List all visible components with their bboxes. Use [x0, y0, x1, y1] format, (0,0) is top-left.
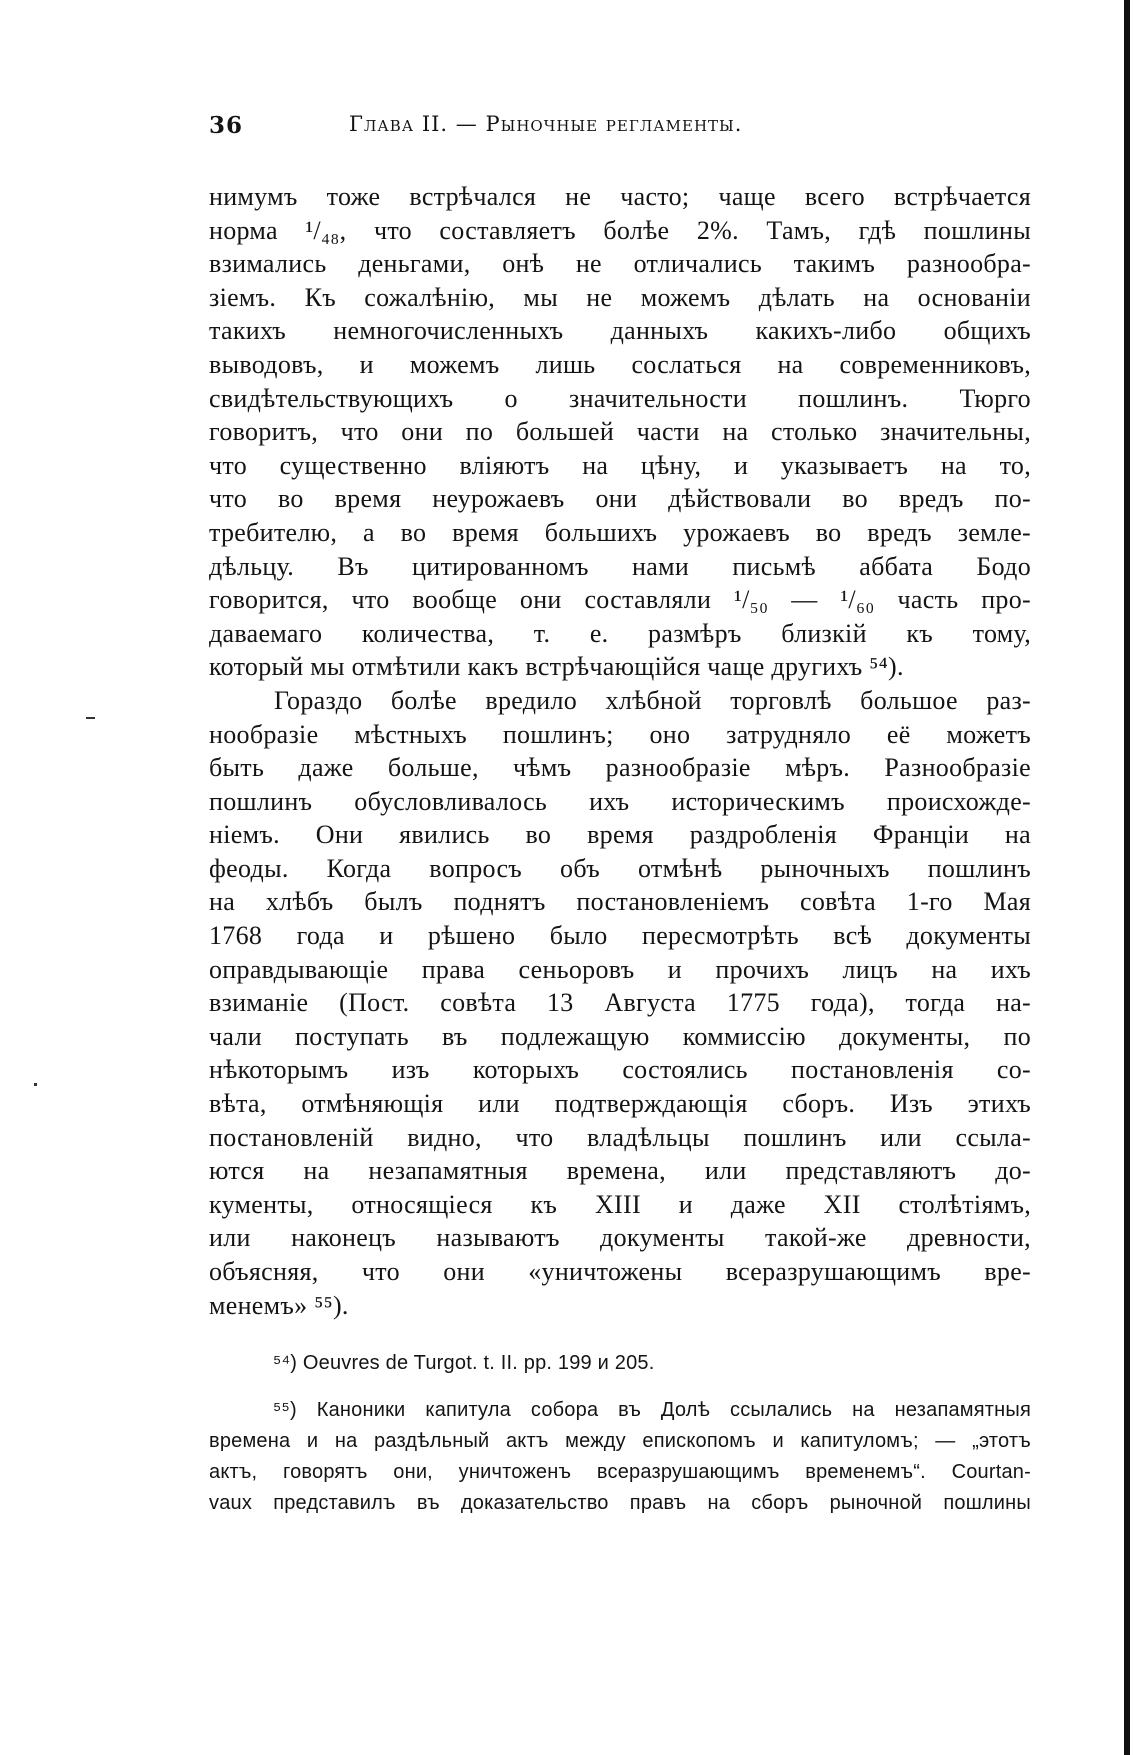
text-line: который мы отмѣтили какъ встрѣчающійся чаще другихъ ⁵⁴). — [209, 652, 904, 682]
text-line: норма ¹/₄₈, что составляетъ болѣе 2%. Тамъ, гдѣ пошлины — [209, 215, 1031, 245]
margin-speck — [34, 1083, 37, 1086]
main-text — [209, 180, 1031, 1322]
footnote-line: времена и на раздѣльный актъ между епископомъ и капитуломъ; — „этотъ — [209, 1430, 1031, 1453]
text-line: дѣльцу. Въ цитированномъ нами письмѣ аббата Бодо — [209, 551, 1031, 581]
text-line: взиманіе (Пост. совѣта 13 Августа 1775 года), тогда на- — [209, 988, 1031, 1018]
text-line: вѣта, отмѣняющія или подтверждающія сборъ. Изъ этихъ — [209, 1089, 1031, 1119]
text-line: свидѣтельствующихъ о значительности пошлинъ. Тюрго — [209, 383, 1031, 413]
text-line: зіемъ. Къ сожалѣнію, мы не можемъ дѣлать на основаніи — [209, 282, 1031, 312]
text-line: постановленій видно, что владѣльцы пошлинъ или ссыла- — [209, 1122, 1031, 1152]
text-line: пошлинъ обусловливалось ихъ историческимъ происхожде- — [209, 786, 1031, 816]
text-line: взимались деньгами, онѣ не отличались такимъ разнообра- — [209, 249, 1031, 279]
footnotes — [209, 1348, 1031, 1519]
text-line: такихъ немногочисленныхъ данныхъ какихъ-либо общихъ — [209, 316, 1031, 346]
text-line: на хлѣбъ былъ поднятъ постановленіемъ совѣта 1-го Мая — [209, 887, 1031, 917]
text-line: Гораздо болѣе вредило хлѣбной торговлѣ большое раз- — [274, 685, 1031, 715]
text-line: быть даже больше, чѣмъ разнообразіе мѣръ. Разнообразіе — [209, 753, 1031, 783]
text-line: объясняя, что они «уничтожены всеразрушающимъ вре- — [209, 1257, 1031, 1286]
footnote-line: vaux представилъ въ доказательство правъ на сборъ рыночной пошлины — [209, 1492, 1031, 1515]
text-line: ются на незапамятныя времена, или представляютъ до- — [209, 1156, 1031, 1186]
page-number: 36 — [209, 112, 244, 139]
scan-edge-line — [1124, 0, 1130, 1755]
text-line: нообразіе мѣстныхъ пошлинъ; оно затрудняло её можетъ — [209, 719, 1031, 749]
running-title: Глава II. — Рыночные регламенты. — [349, 112, 743, 136]
paragraph-1 — [209, 180, 1031, 684]
text-line: оправдывающіе права сеньоровъ и прочихъ лицъ на ихъ — [209, 954, 1031, 984]
footnote-line: актъ, говорятъ они, уничтоженъ всеразрушающимъ временемъ“. Courtan- — [209, 1461, 1031, 1484]
text-line: чали поступать въ подлежащую коммиссію документы, по — [209, 1021, 1031, 1051]
text-line: менемъ» ⁵⁵). — [209, 1290, 349, 1320]
text-line: феоды. Когда вопросъ объ отмѣнѣ рыночныхъ пошлинъ — [209, 853, 1031, 883]
text-line: или наконецъ называютъ документы такой-же древности, — [209, 1223, 1031, 1253]
text-line: что существенно вліяютъ на цѣну, и указываетъ на то, — [209, 450, 1031, 480]
margin-speck — [86, 717, 95, 719]
text-line: нимумъ тоже встрѣчался не часто; чаще всего встрѣчается — [209, 182, 1031, 211]
paragraph-2 — [209, 684, 1031, 1322]
text-line: 1768 года и рѣшено было пересмотрѣть всѣ документы — [209, 921, 1031, 951]
text-line: выводовъ, и можемъ лишь сослаться на современниковъ, — [209, 349, 1031, 379]
text-line: даваемаго количества, т. е. размѣръ близкій къ тому, — [209, 618, 1031, 648]
book-page — [209, 112, 1031, 1519]
footnote-54: ⁵⁴) Oeuvres de Turgot. t. II. pp. 199 и 205. — [273, 1352, 655, 1375]
text-line: требителю, а во время большихъ урожаевъ во вредъ земле- — [209, 517, 1031, 547]
text-line: кументы, относящіеся къ XIII и даже XII столѣтіямъ, — [209, 1189, 1031, 1219]
text-line: ніемъ. Они явились во время раздробленія Франціи на — [209, 820, 1031, 850]
footnote-line: ⁵⁵) Каноники капитула собора въ Долѣ ссылались на незапамятныя — [273, 1399, 1031, 1422]
text-line: что во время неурожаевъ они дѣйствовали во вредъ по- — [209, 484, 1031, 514]
text-line: говорится, что вообще они составляли ¹/₅₀ — ¹/₆₀ часть про- — [209, 585, 1031, 615]
text-line: нѣкоторымъ изъ которыхъ состоялись постановленія со- — [209, 1055, 1031, 1085]
text-line: говоритъ, что они по большей части на столько значительны, — [209, 417, 1031, 447]
footnote-55 — [209, 1395, 1031, 1519]
page-header — [209, 112, 1031, 152]
